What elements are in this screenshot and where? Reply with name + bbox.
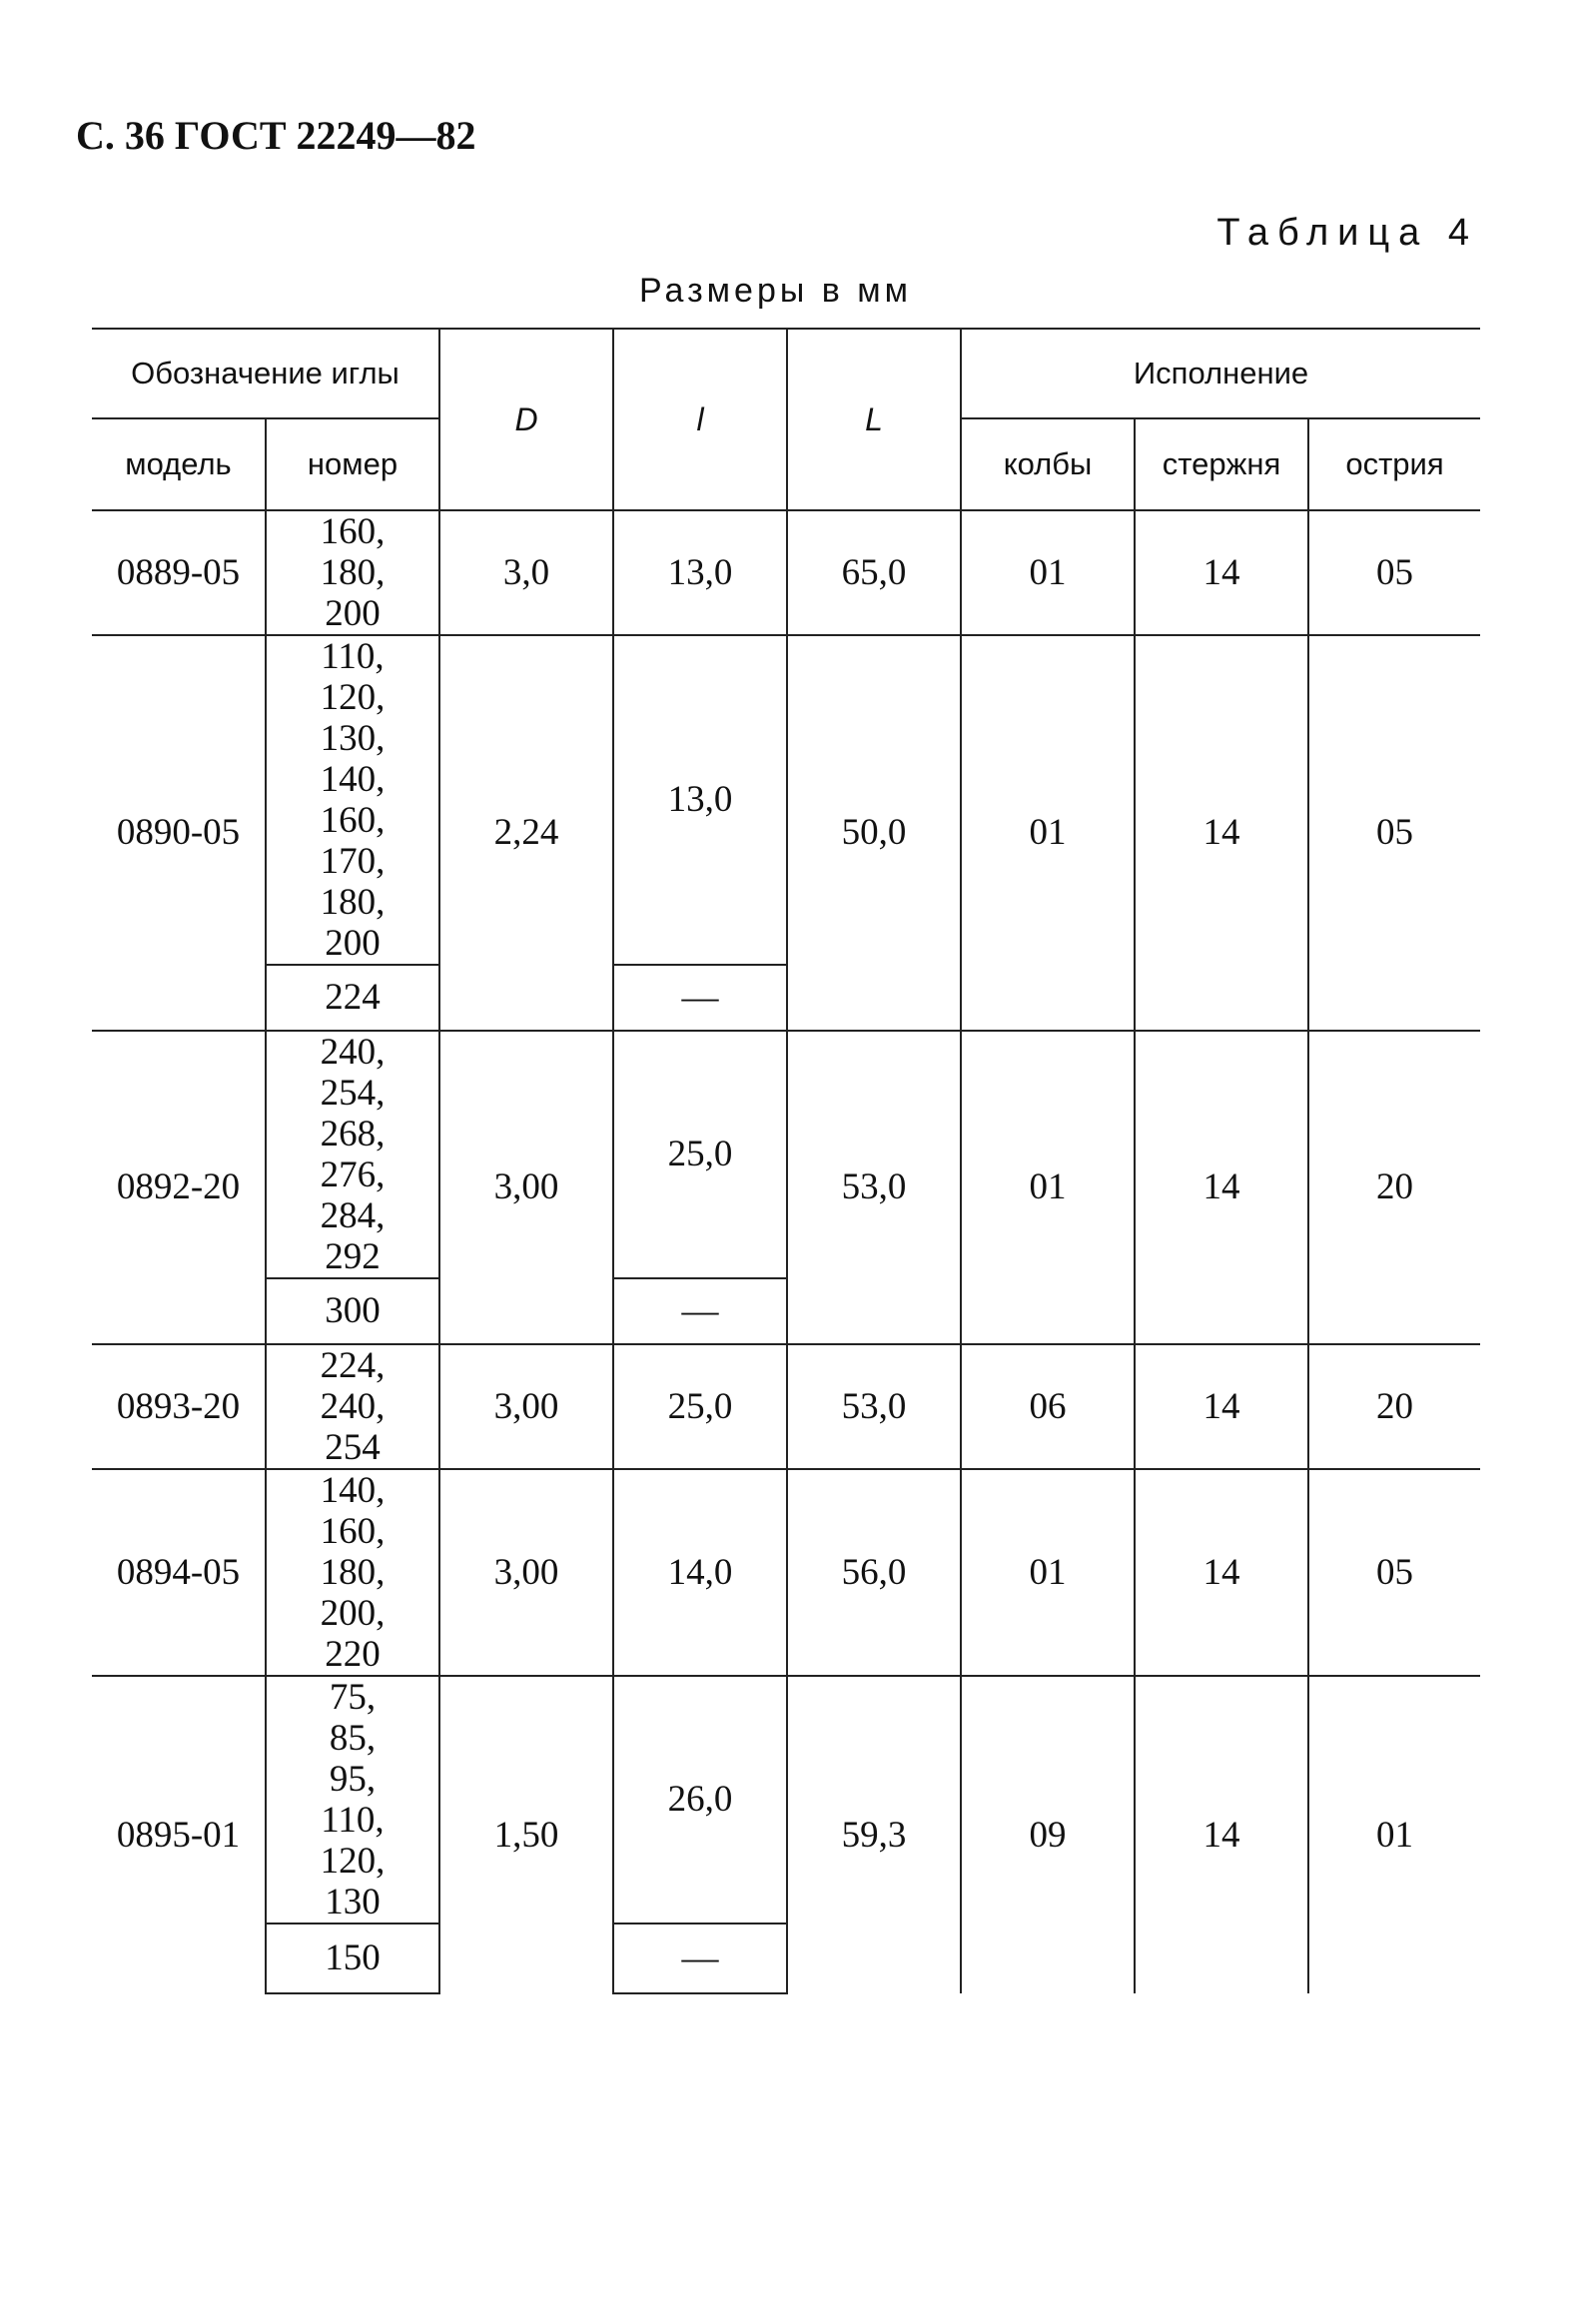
number-value: 200, (320, 1593, 386, 1634)
header-bulb: колбы (961, 418, 1135, 510)
number-cell (266, 1031, 439, 1278)
l-cell: 13,0 (613, 510, 787, 635)
number-value: 180, (320, 552, 386, 593)
point-cell: 20 (1308, 1031, 1480, 1344)
header-execution: Исполнение (961, 329, 1480, 418)
shank-cell: 14 (1135, 635, 1308, 1031)
number-value: 120, (320, 1841, 386, 1882)
number-value: 284, (320, 1195, 386, 1236)
l-cell: 25,0 (613, 1031, 787, 1278)
l-cell: 25,0 (613, 1344, 787, 1469)
bulb-cell: 06 (961, 1344, 1135, 1469)
model-cell: 0895-01 (92, 1676, 266, 1993)
number-value: 140, (320, 759, 386, 800)
length-cell: 59,3 (787, 1676, 961, 1993)
number-value: 180, (320, 882, 386, 923)
number-value: 110, (321, 636, 385, 677)
number-value: 160, (320, 800, 386, 841)
bulb-cell: 01 (961, 1469, 1135, 1676)
number-cell (266, 1676, 439, 1924)
number-value: 200 (325, 593, 381, 634)
header-shank: стержня (1135, 418, 1308, 510)
model-cell: 0893-20 (92, 1344, 266, 1469)
point-cell: 05 (1308, 1469, 1480, 1676)
d-cell: 2,24 (439, 635, 613, 1031)
table-row (92, 1469, 1480, 1676)
number-value: 268, (320, 1114, 386, 1155)
bulb-cell: 01 (961, 510, 1135, 635)
shank-cell: 14 (1135, 510, 1308, 635)
point-cell: 05 (1308, 635, 1480, 1031)
model-cell: 0889-05 (92, 510, 266, 635)
number-value: 200 (325, 923, 381, 964)
number-value: 292 (325, 1236, 381, 1277)
table-row (92, 635, 1480, 965)
point-cell: 20 (1308, 1344, 1480, 1469)
number-cell-extra: 150 (266, 1924, 439, 1993)
number-cell (266, 635, 439, 965)
table-row (92, 1031, 1480, 1278)
l-cell-extra: — (613, 1278, 787, 1344)
d-cell: 3,00 (439, 1031, 613, 1344)
number-cell (266, 1469, 439, 1676)
number-value: 130, (320, 718, 386, 759)
bulb-cell: 09 (961, 1676, 1135, 1993)
number-value: 240, (320, 1032, 386, 1073)
number-cell (266, 1344, 439, 1469)
shank-cell: 14 (1135, 1344, 1308, 1469)
d-cell: 1,50 (439, 1676, 613, 1993)
header-number: номер (266, 418, 439, 510)
number-value: 240, (320, 1386, 386, 1427)
shank-cell: 14 (1135, 1676, 1308, 1993)
header-model: модель (92, 418, 266, 510)
number-value: 180, (320, 1552, 386, 1593)
number-value: 160, (320, 1511, 386, 1552)
number-cell-extra: 300 (266, 1278, 439, 1344)
d-cell: 3,00 (439, 1469, 613, 1676)
number-value: 110, (321, 1800, 385, 1841)
number-value: 254 (325, 1427, 381, 1468)
l-cell: 26,0 (613, 1676, 787, 1924)
number-value: 160, (320, 511, 386, 552)
header-L: L (787, 329, 961, 510)
number-value: 224, (320, 1345, 386, 1386)
length-cell: 53,0 (787, 1031, 961, 1344)
needle-dimensions-table (92, 328, 1480, 1994)
d-cell: 3,00 (439, 1344, 613, 1469)
length-cell: 56,0 (787, 1469, 961, 1676)
header-l: l (613, 329, 787, 510)
model-cell: 0892-20 (92, 1031, 266, 1344)
number-cell-extra: 224 (266, 965, 439, 1031)
l-cell: 14,0 (613, 1469, 787, 1676)
table-row (92, 1344, 1480, 1469)
shank-cell: 14 (1135, 1469, 1308, 1676)
model-cell: 0894-05 (92, 1469, 266, 1676)
number-value: 120, (320, 677, 386, 718)
model-cell: 0890-05 (92, 635, 266, 1031)
table-row (92, 1676, 1480, 1924)
shank-cell: 14 (1135, 1031, 1308, 1344)
l-cell: 13,0 (613, 635, 787, 965)
number-value: 75, (329, 1677, 377, 1718)
point-cell: 01 (1308, 1676, 1480, 1993)
d-cell: 3,0 (439, 510, 613, 635)
number-value: 276, (320, 1155, 386, 1195)
header-designation: Обозначение иглы (92, 329, 439, 418)
number-cell (266, 510, 439, 635)
l-cell-extra: — (613, 965, 787, 1031)
table-row (92, 510, 1480, 635)
point-cell: 05 (1308, 510, 1480, 635)
length-cell: 50,0 (787, 635, 961, 1031)
number-value: 130 (325, 1882, 381, 1923)
bulb-cell: 01 (961, 635, 1135, 1031)
number-value: 85, (329, 1718, 377, 1759)
page-header: С. 36 ГОСТ 22249—82 (76, 113, 476, 158)
header-D: D (439, 329, 613, 510)
number-value: 95, (329, 1759, 377, 1800)
l-cell-extra: — (613, 1924, 787, 1993)
length-cell: 65,0 (787, 510, 961, 635)
bulb-cell: 01 (961, 1031, 1135, 1344)
number-value: 220 (325, 1634, 381, 1675)
number-value: 140, (320, 1470, 386, 1511)
units-caption: Размеры в мм (639, 272, 913, 310)
table-title: Таблица 4 (1216, 212, 1478, 254)
header-point: острия (1308, 418, 1480, 510)
length-cell: 53,0 (787, 1344, 961, 1469)
number-value: 170, (320, 841, 386, 882)
number-value: 254, (320, 1073, 386, 1114)
